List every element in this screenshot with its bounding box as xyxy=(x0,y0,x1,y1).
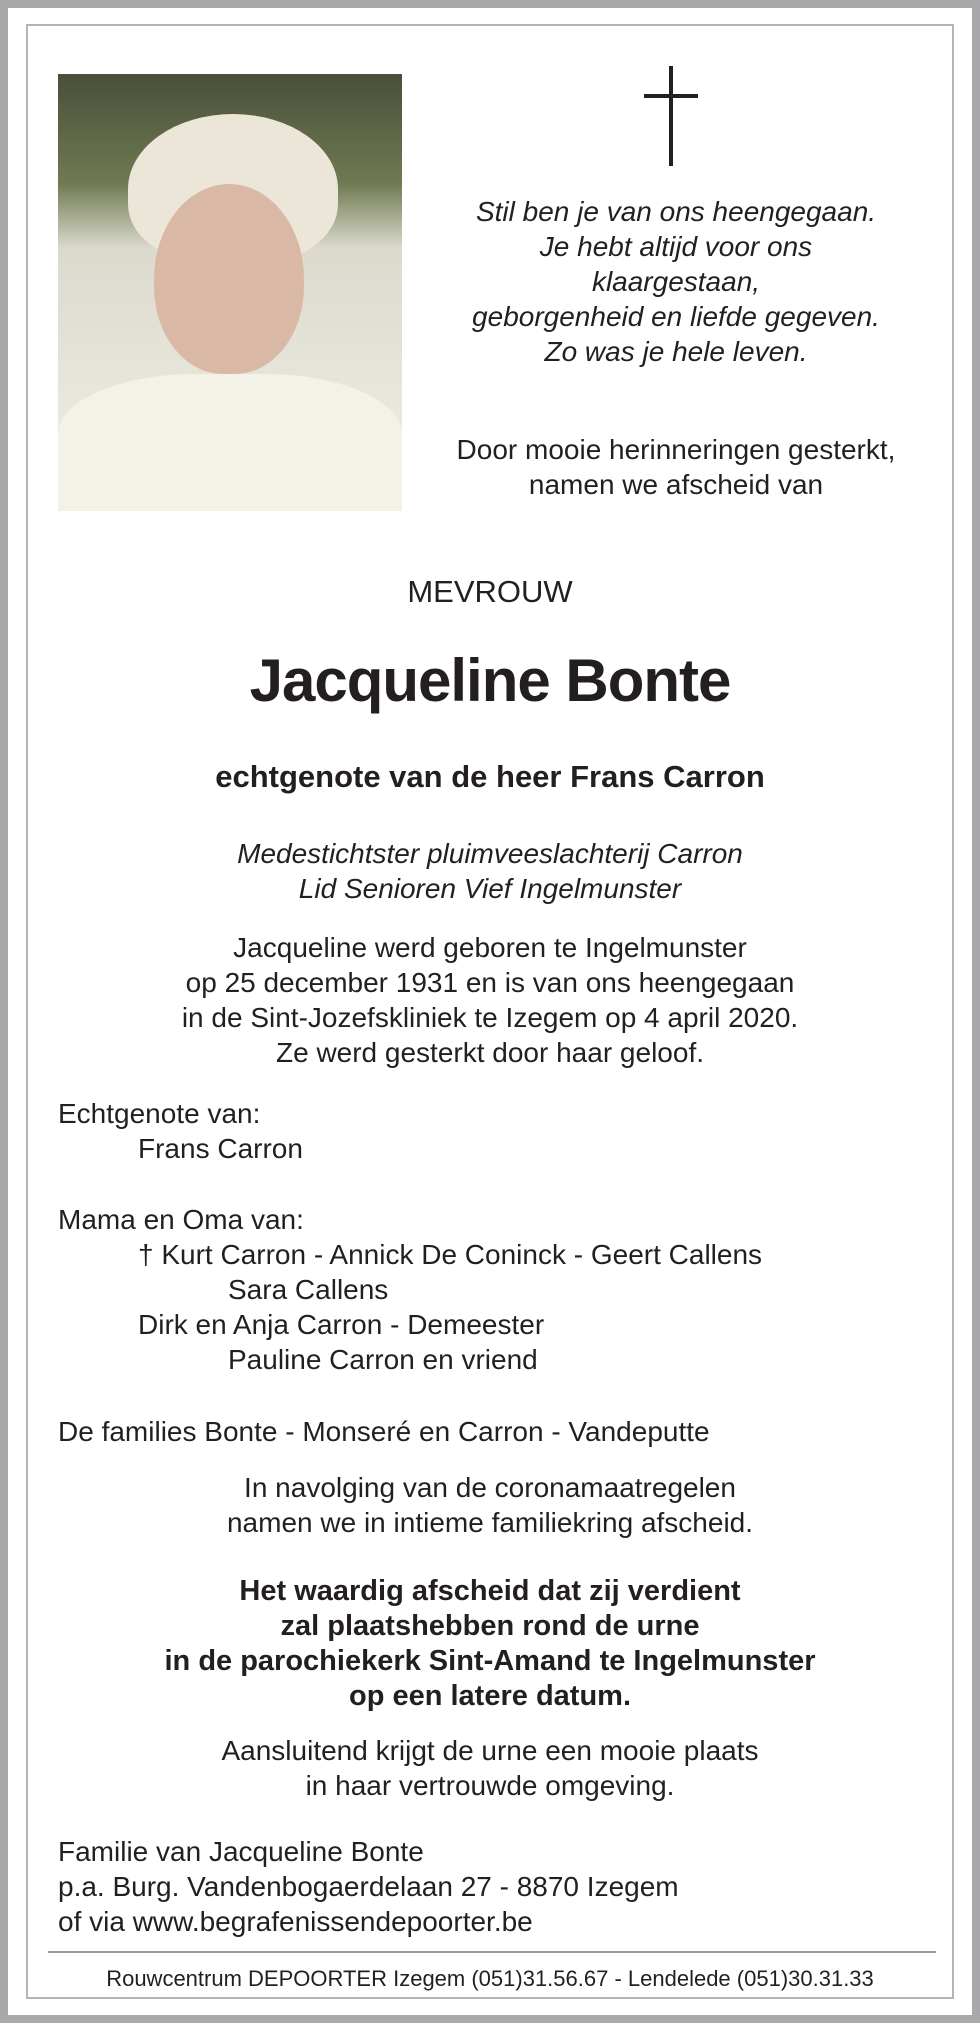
obituary-card xyxy=(8,8,972,2015)
ceremony-line: Het waardig afscheid dat zij verdient xyxy=(239,1575,741,1607)
corona-line: namen we in intieme familiekring afscheid. xyxy=(226,1507,754,1538)
poem-line: Stil ben je van ons heengegaan. xyxy=(475,196,877,227)
poem-line: Zo was je hele leven. xyxy=(544,336,808,367)
spouse-subtitle: echtgenote van de heer Frans Carron xyxy=(215,759,765,794)
ceremony-line: zal plaatshebben rond de urne xyxy=(280,1610,700,1642)
contact-website[interactable]: of via www.begrafenissendepoorter.be xyxy=(58,1906,533,1937)
intro-line: namen we afscheid van xyxy=(528,469,824,500)
ceremony-notice xyxy=(8,1574,972,1714)
child-line: Dirk en Anja Carron - Demeester xyxy=(138,1309,545,1340)
ceremony-line: op een latere datum. xyxy=(348,1680,631,1712)
urn-notice xyxy=(8,1733,972,1803)
child-line: † Kurt Carron - Annick De Coninck - Geert Callens xyxy=(138,1239,763,1270)
intro-text xyxy=(428,432,924,502)
bio-line: Ze werd gesterkt door haar geloof. xyxy=(275,1037,704,1068)
portrait-photo xyxy=(58,74,402,511)
bio-line: op 25 december 1931 en is van ons heengegaan xyxy=(185,967,795,998)
funeral-home-footer: Rouwcentrum DEPOORTER Izegem (051)31.56.67 - Lendelede (051)30.31.33 xyxy=(106,1966,874,1991)
role-line: Medestichtster pluimveeslachterij Carron xyxy=(237,838,743,869)
poem-line: Je hebt altijd voor ons xyxy=(539,231,813,262)
corona-notice xyxy=(8,1470,972,1540)
poem xyxy=(428,194,924,369)
contact-address: p.a. Burg. Vandenbogaerdelaan 27 - 8870 Izegem xyxy=(58,1871,679,1902)
footer-divider xyxy=(48,1951,936,1953)
bio-line: in de Sint-Jozefskliniek te Izegem op 4 april 2020. xyxy=(181,1002,799,1033)
poem-line: klaargestaan, xyxy=(591,266,761,297)
intro-line: Door mooie herinneringen gesterkt, xyxy=(456,434,896,465)
spouse-name: Frans Carron xyxy=(138,1133,303,1164)
children-heading: Mama en Oma van: xyxy=(58,1204,304,1235)
corona-line: In navolging van de coronamaatregelen xyxy=(244,1472,736,1503)
ceremony-line: in de parochiekerk Sint-Amand te Ingelmunster xyxy=(164,1645,816,1677)
spouse-heading: Echtgenote van: xyxy=(58,1098,261,1129)
honorific: MEVROUW xyxy=(407,574,573,609)
role-line: Lid Senioren Vief Ingelmunster xyxy=(298,873,682,904)
families-line: De families Bonte - Monseré en Carron - Vandeputte xyxy=(58,1416,710,1447)
urn-line: Aansluitend krijgt de urne een mooie plaats xyxy=(221,1735,759,1766)
poem-line: geborgenheid en liefde gegeven. xyxy=(472,301,880,332)
urn-line: in haar vertrouwde omgeving. xyxy=(305,1770,675,1801)
contact-name: Familie van Jacqueline Bonte xyxy=(58,1836,424,1867)
cross-icon xyxy=(644,66,698,166)
child-line: Sara Callens xyxy=(228,1274,389,1305)
biography xyxy=(8,930,972,1070)
roles xyxy=(8,836,972,906)
deceased-name: Jacqueline Bonte xyxy=(249,647,731,714)
child-line: Pauline Carron en vriend xyxy=(228,1344,538,1375)
bio-line: Jacqueline werd geboren te Ingelmunster xyxy=(233,932,747,963)
